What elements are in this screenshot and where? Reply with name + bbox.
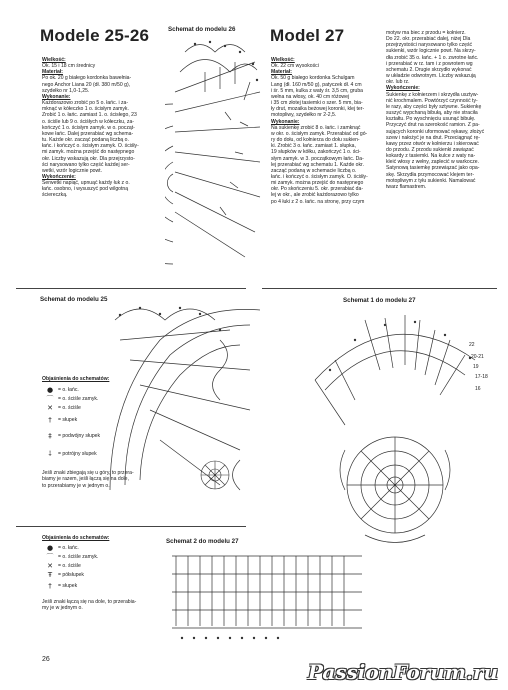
schema-2-title: Schemat 2 do modelu 27: [166, 538, 239, 545]
text-line: okr. lub rz.: [386, 79, 410, 86]
text-line: Wielkość:: [271, 57, 295, 63]
legend-label: = o. łańc.: [58, 386, 79, 393]
slip-stitch-icon: ⌒: [46, 552, 54, 561]
text-line: Każdorazowo zrobić po 5 o. łańc. i za-: [42, 100, 129, 107]
text-line: kawy przez otwór w kołnierzu i skierować: [386, 140, 479, 147]
text-line: Wielkość:: [42, 57, 66, 63]
right-instructions-col2: [386, 30, 502, 190]
legend-item: [42, 444, 142, 464]
text-line: łańc. i kończyć o. ścisłym zamyk. O. ściśły-: [271, 173, 368, 180]
chain-icon: ●: [46, 385, 54, 394]
text-line: suszyć wypchaną bibułą, aby nie straciła: [386, 110, 478, 117]
text-line: sukienki, wzór logicznie powt. Na skrzy-: [386, 48, 476, 55]
note-line: Jeśli znaki łączą się na dole, to przerabia-: [42, 599, 137, 606]
text-line: Do 22. okr. przerabiać dalej, niżej Dla: [386, 36, 471, 43]
text-line: wetki, wzór logicznie powt.: [42, 167, 103, 174]
section-divider: [262, 288, 497, 289]
right-instructions-col1: [271, 57, 389, 205]
legend-label: = o. ściśle: [58, 562, 81, 569]
row-number: 16: [475, 386, 481, 392]
chain-icon: ●: [46, 543, 54, 552]
schema-2-diagram: [168, 548, 368, 648]
text-line: Ok. 50 g białego kordonka Schulgam: [271, 75, 355, 82]
text-line: okr. Liczby wskazują okr. Dla przejrzysto-: [42, 155, 135, 162]
page-title-left: Modele 25-26: [40, 26, 150, 45]
row-number: 19: [473, 364, 479, 370]
page-title-right: Model 27: [270, 26, 345, 45]
text-line: nego Anchor Liana 20 (dł. 380 m/50 g),: [42, 81, 131, 88]
text-line: Wykończenie:: [386, 85, 420, 92]
text-line: w okr. o. ścisłym zamyk. Przerabiać od gó-: [271, 130, 368, 137]
text-line: kończyć 1 o. ścisłym zamyk. w o. począt-: [42, 124, 135, 131]
text-line: Na sukienkę zrobić 8 o. łańc. i zamknąć: [271, 124, 361, 131]
legend-label: = o. ściśle: [58, 404, 81, 411]
watermark: PassionForum.ru: [307, 660, 498, 684]
text-line: łańc. osobno, i wysuszyć pod wilgotną: [42, 186, 129, 193]
text-line: szew i nałożyć je na drut. Przeciągnąć rę-: [386, 134, 480, 141]
text-line: Ok. 15 i 18 cm średnicy: [42, 63, 96, 70]
text-line: mi zamyk. można przejść do następnego: [42, 149, 135, 156]
text-line: Zrobić 1 o. łańc. zamiast 1. o. ścisłego, 23: [42, 112, 137, 119]
legend-item: [42, 561, 152, 570]
text-line: Wykończenie:: [42, 173, 76, 180]
legend-label: = potrójny słupek: [58, 451, 97, 458]
text-line: schematu 2. Drugie skrzydło wykonać: [386, 66, 472, 73]
double-crochet-icon: †: [48, 416, 52, 425]
text-line: kokardy z tasiemki. Na kulce z waty na-: [386, 153, 476, 160]
note-line: to przerabiamy je w jednym o.: [42, 482, 110, 489]
text-line: Sukienkę z kołnierzem i skrzydła usztyw-: [386, 91, 479, 98]
text-line: słym zamyk. w 3. początkowym łańc. Da-: [271, 155, 364, 162]
text-line: mknąć w kółeczko 1 o. ścisłym zamyk.: [42, 106, 129, 113]
legend-title: Objaśnienia do schematów:: [42, 535, 110, 541]
treble-crochet-icon: ‡: [48, 432, 52, 441]
text-line: Serwetki napiąć, upnuąć każdy łuk z o.: [42, 180, 130, 187]
row-number: 17-18: [475, 374, 488, 380]
text-line: i przerabiać w rz. tam i z powrotem wg: [386, 60, 473, 67]
text-line: nić krochmalem. Powtórzyć czynność ty-: [386, 97, 478, 104]
text-line: ści narysowano tylko część każdej ser-: [42, 161, 130, 168]
text-line: Przyczyć drut na szerokość ramion. Z pa-: [386, 122, 480, 129]
text-line: Po ok. 20 g białego kordonka bawełnia-: [42, 75, 132, 82]
text-line: ry do dołu, od kołnierza do dołu sukien-: [271, 137, 360, 144]
legend-label: = o. ściśle zamyk.: [58, 395, 99, 402]
text-line: Ok. 22 cm wysokości: [271, 63, 319, 70]
text-line: lej w okr., ale zrobić każdorazowo tylko: [271, 192, 359, 199]
text-line: Wykonanie:: [271, 118, 300, 125]
schema-1-diagram: [285, 300, 495, 550]
text-line: okr. Po skończeniu 5. okr. przerabiać da-: [271, 186, 364, 193]
text-line: do przodu. Z przodu sukienki zawiązać: [386, 146, 474, 153]
text-line: kleić włosy z wełny, zaplecić w warkocze.: [386, 159, 480, 166]
half-double-crochet-icon: Ŧ: [47, 570, 53, 579]
text-line: Materiał:: [42, 69, 63, 76]
note-line: Jeśli znaki zbiegają się u góry, to przera-: [42, 470, 134, 477]
text-line: łańc. i kończyć o. ścisłym zamyk. O. ściśły-: [42, 143, 139, 150]
legend-item: [42, 579, 152, 593]
text-line: ściereczką.: [42, 192, 68, 199]
single-crochet-icon: ✕: [47, 561, 53, 570]
text-line: i 35 cm złotej tasiemki o szer. 5 mm, bia-: [271, 100, 363, 107]
legend-item: [42, 394, 142, 403]
text-line: sujących koronki uformować rękawy, złożyć: [386, 128, 485, 135]
legend-bottom: [42, 535, 152, 612]
triple-treble-icon: ⸸: [48, 449, 52, 458]
text-line: po 4 łuki z 2 o. łańc. na stronę, przy czym: [271, 198, 365, 205]
text-line: motopliwym z tyłu sukienki. Namalować: [386, 177, 476, 184]
text-line: zacząć podaną w schemacie liczbą o.: [271, 167, 357, 174]
legend-label: = półsłupek: [58, 571, 84, 578]
text-line: szydełko nr 1,0-1,25.: [42, 87, 90, 94]
row-number: 22: [469, 342, 475, 348]
text-line: przejrzystości narysowano tylko część: [386, 42, 473, 49]
schema-26-diagram: [165, 32, 265, 272]
schema-26-title: Schemat do modelu 26: [168, 26, 236, 33]
text-line: wełna na włosy, ok. 40 cm różowej: [271, 93, 350, 100]
text-line: ki. Zrobić 3 o. łańc. zamiast 1. słupka,: [271, 143, 356, 150]
text-line: ły drut, mozaika beżowej koronki, klej ter-: [271, 106, 365, 113]
legend-label: = o. ściśle zamyk.: [58, 553, 99, 560]
legend-top: [42, 376, 142, 489]
text-line: dła zrobić 35 o. łańc. + 1 o. zwrotne łańc.: [386, 54, 479, 61]
text-line: le razy, aby części były sztywne. Sukienkę: [386, 103, 482, 110]
legend-note: [42, 470, 152, 489]
single-crochet-icon: ✕: [47, 403, 53, 412]
text-line: 19 słupków w kółku, zakończyć 1 o. ści-: [271, 149, 361, 156]
schema-25-title: Schemat do modelu 25: [40, 296, 108, 303]
text-line: kształtu. Po wyschnięciu usunąć bibułę.: [386, 116, 476, 123]
text-line: Satynową tasiemkę przewiązać jako opa-: [386, 165, 480, 172]
text-line: twarz flamastrem.: [386, 183, 427, 190]
double-crochet-icon: †: [48, 582, 52, 591]
text-line: motopliwy, szydełko nr 2-2,5.: [271, 112, 337, 119]
text-line: i śr. 5 mm, kulka z waty śr. 3,5 cm, gruba: [271, 87, 363, 94]
schema-1-title: Schemat 1 do modelu 27: [343, 297, 416, 304]
legend-item: [42, 412, 142, 428]
left-instructions: [42, 57, 166, 199]
legend-note: [42, 599, 152, 611]
legend-label: = słupek: [58, 417, 78, 424]
text-line: Materiał:: [271, 69, 292, 76]
legend-item: [42, 552, 152, 561]
legend-label: = podwójny słupek: [58, 433, 101, 440]
text-line: Lang (dł. 160 m/50 g), patyczek dł. 4 cm: [271, 81, 362, 88]
text-line: Wykonanie:: [42, 93, 71, 100]
legend-item: [42, 403, 142, 412]
legend-item: [42, 543, 152, 552]
legend-item: [42, 428, 142, 444]
text-line: w układzie odwrotnym. Liczby wskazują: [386, 73, 476, 80]
legend-label: = o. łańc.: [58, 544, 79, 551]
text-line: kowe łańc. Dalej przerabiać wg schema-: [42, 130, 134, 137]
text-line: tu. Każde okr. zacząć podaną liczbą o.: [42, 137, 129, 144]
note-line: biamy je razem, jeśli łączą się na dole,: [42, 476, 129, 483]
text-line: motyw ma biec z przodu = kołnierz.: [386, 30, 466, 36]
page-number: 26: [42, 656, 50, 663]
legend-label: = słupek: [58, 583, 78, 590]
text-line: lej przerabiać wg schematu 1. Każde okr.: [271, 161, 364, 168]
note-line: my je w jednym o.: [42, 605, 83, 612]
section-divider: [16, 288, 246, 289]
row-number: 20-21: [471, 354, 484, 360]
legend-title: Objaśnienia do schematów:: [42, 376, 110, 382]
slip-stitch-icon: ⌒: [46, 394, 54, 403]
legend-item: [42, 570, 152, 579]
text-line: skę. Skrzydła przymocować klejem ter-: [386, 171, 475, 178]
text-line: mi zamyk. można przejść do następnego: [271, 180, 364, 187]
text-line: o. ściśle lub 9 o. ściśłych w kółeczku, za-: [42, 118, 135, 125]
section-divider: [16, 526, 246, 527]
